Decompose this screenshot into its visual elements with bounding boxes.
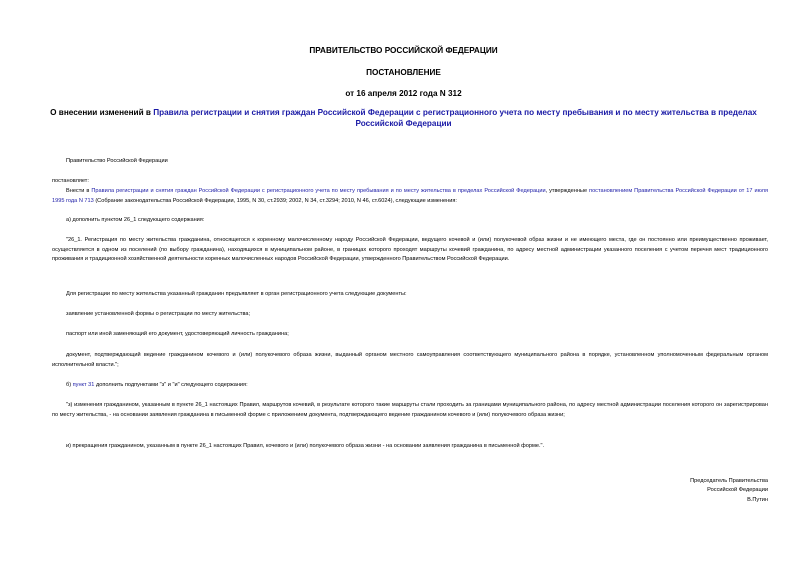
paragraph-26-1: "26_1. Регистрация по месту жительства гражданина, относящегося к коренному малочисленному народу Российской Федерации, ведущего кочевой и (или) полукочевой образ жизни и не имеющего места, где он постоянно или преимущественно проживает, осуществляется в одном из поселений (по выбору гражданина), находящихся в муниципальном районе, в границах которого проходят маршруты кочевий гражданина, по адресу местной администрации указанного поселения с учетом перечня мест традиционного проживания и традиционной хозяйственной деятельности коренных малочисленных народов Российской Федерации, утвержденного Правительством Российской Федерации. [52,237,768,263]
date-number-heading: от 16 апреля 2012 года N 312 [345,89,462,98]
paragraph-documents: Для регистрации по месту жительства указанный гражданин предъявляет в орган регистрационного учета следующие документы: [66,291,407,297]
rules-link[interactable]: Правила регистрации и снятия граждан Российской Федерации с регистрационного учета по месту пребывания и по месту жительства в пределах Российской Федерации [91,188,546,194]
paragraph-b [52,381,768,391]
paragraph-a: а) дополнить пунктом 26_1 следующего содержания: [66,217,205,223]
paragraph-decree: постановляет: [52,178,89,184]
intro-text-3: (Собрание законодательства Российской Федерации, 1995, N 30, ст.2939; 2002, N 34, ст.3294; 2010, N 46, ст.6024), следующие изменения: [93,197,457,204]
b-text-1: б) [66,382,73,388]
rules-title-link[interactable]: Правила регистрации и снятия граждан Российской Федерации с регистрационного учета по месту пребывания и по месту жительства в пределах Российской Федерации [153,108,757,128]
b-text-2: дополнить подпунктами "з" и "и" следующего содержания: [94,382,248,388]
title-prefix: О внесении изменений в [50,108,154,117]
document-type-heading: ПОСТАНОВЛЕНИЕ [366,68,441,77]
signature-position: Председатель Правительства [690,478,768,484]
paragraph-passport: паспорт или иной заменяющий его документ, удостоверяющий личность гражданина; [66,331,289,337]
paragraph-z: "з) изменения гражданином, указанным в пункте 26_1 настоящих Правил, маршрутов кочевий, в результате которого такие маршруты стали проходить за границами муниципального района, по адресу местной администрации поселения которого он зарегистрирован по месту жительства, - на основании заявления гражданина в письменной форме с приложением документа, подтверждающего ведение гражданином кочевого и (или) полукочевого образа жизни; [52,402,768,418]
intro-text-2: , утвержденные [545,188,590,194]
decree-713-link[interactable]: постановлением Правительства Российской Федерации от 17 июля 1995 года N 713 [52,188,768,204]
paragraph-application-form: заявление установленной формы о регистрации по месту жительства; [66,311,251,317]
paragraph-government: Правительство Российской Федерации [66,158,168,164]
paragraph-i: и) прекращения гражданином, указанным в пункте 26_1 настоящих Правил, кочевого и (или) полукочевого образа жизни - на основании заявления гражданина в письменной форме.". [66,443,545,449]
paragraph-intro [52,187,768,206]
signature-name: В.Путин [747,496,768,503]
point-31-link[interactable]: пункт 31 [72,382,95,388]
government-heading: ПРАВИТЕЛЬСТВО РОССИЙСКОЙ ФЕДЕРАЦИИ [309,46,498,55]
document-title [36,107,771,129]
paragraph-nomadic-document: документ, подтверждающий ведение гражданином кочевого и (или) полукочевого образа жизни, выданный органом местного самоуправления соответствующего муниципального района в порядке, установленном уполномоченным федеральным органом исполнительной власти."; [52,352,768,368]
signature-country: Российской Федерации [707,487,768,494]
signature-block [568,477,768,505]
intro-text-1: Внести в [66,188,92,194]
